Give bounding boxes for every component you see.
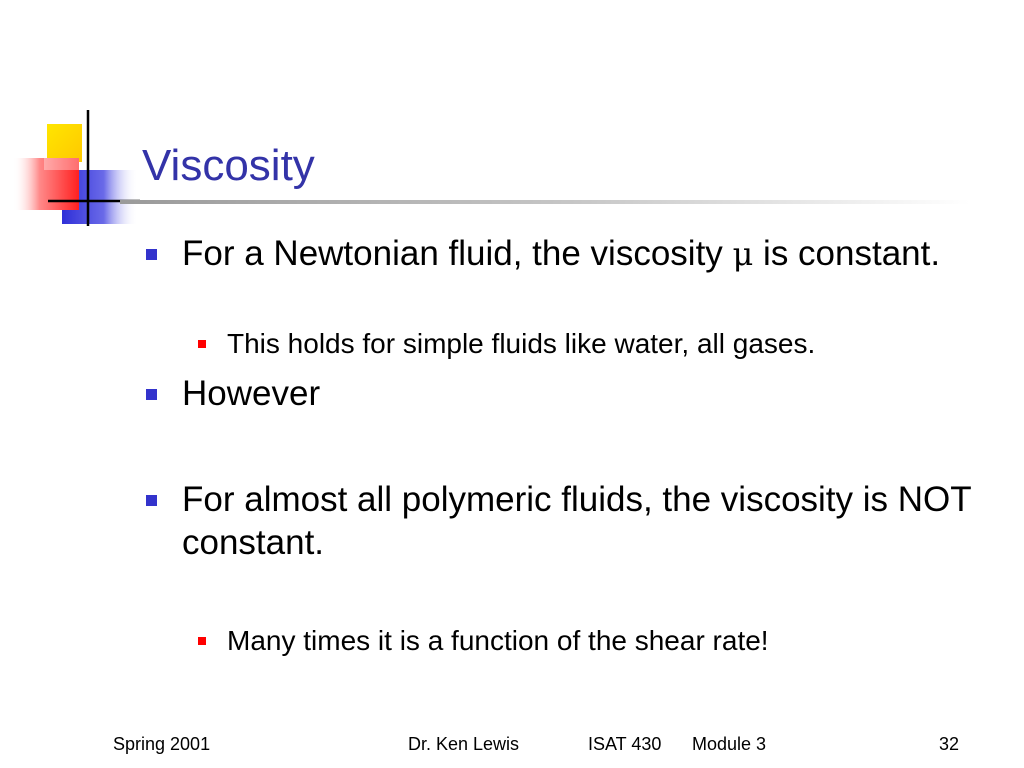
sub-bullet-text-simple-fluids: This holds for simple fluids like water, all gases. [227, 328, 816, 359]
bullet-text-however: However [182, 374, 321, 413]
blue-bullet-icon [146, 389, 157, 400]
bullet-text-newtonian-part2: is constant. [753, 234, 941, 273]
red-bullet-icon [198, 637, 206, 645]
bullet-item-however [182, 372, 1002, 415]
mu-symbol: μ [732, 235, 754, 273]
bullet-item-newtonian [182, 232, 1002, 276]
footer-page-number: 32 [939, 734, 960, 754]
slide-title: Viscosity [142, 141, 315, 190]
footer-module: Module 3 [692, 734, 767, 754]
sub-bullet-item-shear-rate [227, 624, 987, 658]
bullet-text-polymeric: For almost all polymeric fluids, the viscosity is NOT constant. [182, 480, 972, 562]
bullet-item-polymeric [182, 478, 1002, 564]
sub-bullet-text-shear-rate: Many times it is a function of the shear rate! [227, 625, 769, 656]
red-bullet-icon [198, 340, 206, 348]
blue-bullet-icon [146, 495, 157, 506]
sub-bullet-item-simple-fluids [227, 327, 987, 361]
footer-date: Spring 2001 [113, 734, 211, 754]
footer-author: Dr. Ken Lewis [408, 734, 520, 754]
footer-course: ISAT 430 [588, 734, 662, 754]
blue-bullet-icon [146, 249, 157, 260]
bullet-text-newtonian-part1: For a Newtonian fluid, the viscosity [182, 234, 733, 273]
